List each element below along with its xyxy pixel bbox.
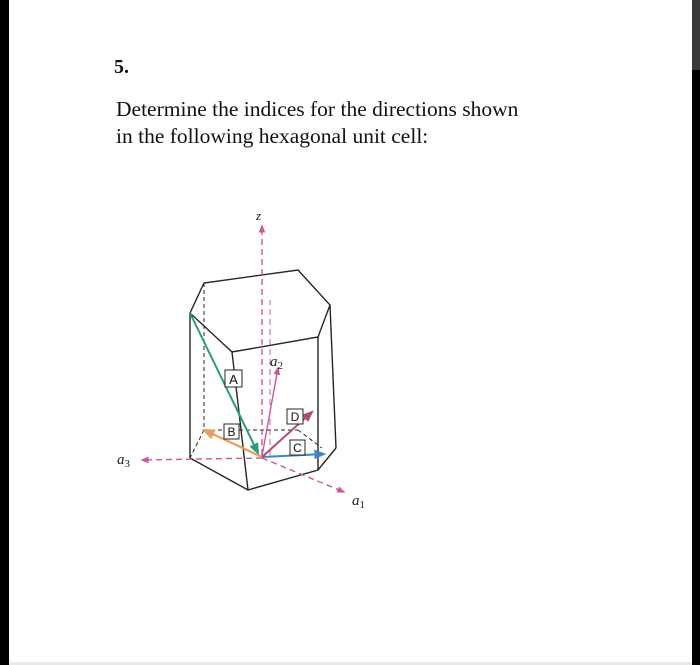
- a1-label-main: a: [352, 493, 360, 509]
- a1-label-sub: 1: [359, 499, 365, 511]
- label-b: B: [227, 425, 236, 439]
- question-line-1: Determine the indices for the directions shown: [116, 97, 519, 121]
- a3-label-sub: 3: [124, 458, 130, 470]
- a2-label-main: a: [270, 354, 278, 370]
- a2-label-sub: 2: [277, 360, 283, 372]
- label-d: D: [290, 410, 300, 424]
- top-hexagon: [190, 270, 330, 352]
- a1-axis: [262, 458, 344, 492]
- a3-axis-label: [117, 452, 131, 470]
- z-axis-label: z: [256, 208, 262, 223]
- label-c: C: [293, 441, 302, 455]
- question-line-2: in the following hexagonal unit cell:: [116, 124, 429, 148]
- a1-axis-label: [352, 493, 365, 511]
- problem-number: 5.: [114, 56, 129, 78]
- label-a: A: [229, 372, 238, 387]
- a2-axis-label: [270, 354, 283, 372]
- a3-label-main: a: [117, 452, 125, 468]
